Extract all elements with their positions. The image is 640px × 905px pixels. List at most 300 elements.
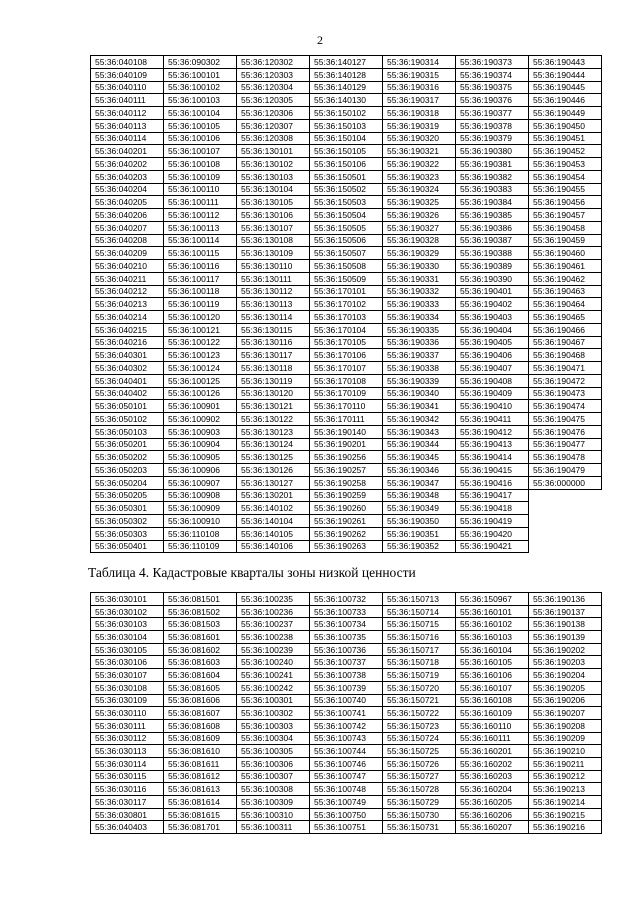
table-cell: 55:36:040209 <box>91 247 164 260</box>
table-cell: 55:36:100110 <box>164 183 237 196</box>
table-cell: 55:36:190327 <box>383 221 456 234</box>
table-cell: 55:36:100901 <box>164 400 237 413</box>
table-cell: 55:36:040205 <box>91 196 164 209</box>
table-cell: 55:36:100905 <box>164 451 237 464</box>
table-cell: 55:36:100751 <box>310 821 383 834</box>
table-cell: 55:36:190213 <box>529 783 602 796</box>
table-cell: 55:36:190472 <box>529 374 602 387</box>
table-cell: 55:36:190384 <box>456 196 529 209</box>
table-row <box>91 68 602 81</box>
table-cell: 55:36:190206 <box>529 694 602 707</box>
table-row <box>91 745 602 758</box>
table-row <box>91 349 602 362</box>
table-cell: 55:36:100311 <box>237 821 310 834</box>
table-cell: 55:36:100118 <box>164 285 237 298</box>
table-cell: 55:36:150715 <box>383 618 456 631</box>
table-cell: 55:36:190455 <box>529 183 602 196</box>
table-row <box>91 757 602 770</box>
table-cell: 55:36:190420 <box>456 527 529 540</box>
table-cell: 55:36:190316 <box>383 81 456 94</box>
table-cell: 55:36:190209 <box>529 732 602 745</box>
table-cell: 55:36:040204 <box>91 183 164 196</box>
table-cell: 55:36:190337 <box>383 349 456 362</box>
table-cell: 55:36:190417 <box>456 489 529 502</box>
cadastral-table-4 <box>90 592 602 834</box>
table-cell: 55:36:190137 <box>529 605 602 618</box>
table-cell: 55:36:130102 <box>237 158 310 171</box>
table-cell: 55:36:190202 <box>529 643 602 656</box>
table-cell: 55:36:150727 <box>383 770 456 783</box>
table-cell: 55:36:050201 <box>91 438 164 451</box>
table-cell: 55:36:000000 <box>529 476 602 489</box>
table-row <box>91 272 602 285</box>
table-cell: 55:36:130121 <box>237 400 310 413</box>
table-cell: 55:36:100302 <box>237 707 310 720</box>
table-cell: 55:36:130119 <box>237 374 310 387</box>
table-row <box>91 694 602 707</box>
table-cell: 55:36:190467 <box>529 336 602 349</box>
table-cell: 55:36:190320 <box>383 132 456 145</box>
table-cell: 55:36:100741 <box>310 707 383 720</box>
table-cell: 55:36:100238 <box>237 631 310 644</box>
table-cell: 55:36:190406 <box>456 349 529 362</box>
table-cell: 55:36:040112 <box>91 107 164 120</box>
table-cell: 55:36:100240 <box>237 656 310 669</box>
table-row <box>91 311 602 324</box>
table-cell: 55:36:100113 <box>164 221 237 234</box>
table-cell: 55:36:100903 <box>164 425 237 438</box>
table-cell: 55:36:081615 <box>164 808 237 821</box>
table-row <box>91 183 602 196</box>
table-cell: 55:36:190456 <box>529 196 602 209</box>
table-cell: 55:36:190201 <box>310 438 383 451</box>
table-cell: 55:36:190390 <box>456 272 529 285</box>
table-cell: 55:36:190477 <box>529 438 602 451</box>
table-cell: 55:36:190214 <box>529 796 602 809</box>
table-cell: 55:36:081604 <box>164 669 237 682</box>
table-row <box>91 425 602 438</box>
table-cell: 55:36:130101 <box>237 145 310 158</box>
table-row <box>91 387 602 400</box>
table-row <box>91 707 602 720</box>
table-cell: 55:36:190443 <box>529 56 602 69</box>
table-cell: 55:36:040302 <box>91 362 164 375</box>
table-cell: 55:36:190211 <box>529 757 602 770</box>
table-cell: 55:36:170104 <box>310 323 383 336</box>
table-cell: 55:36:130108 <box>237 234 310 247</box>
table-cell: 55:36:160105 <box>456 656 529 669</box>
table-row <box>91 451 602 464</box>
table-cell: 55:36:040108 <box>91 56 164 69</box>
page-number: 2 <box>317 33 323 47</box>
table-row <box>91 196 602 209</box>
table-row <box>91 209 602 222</box>
table-cell: 55:36:081502 <box>164 605 237 618</box>
table-cell: 55:36:190216 <box>529 821 602 834</box>
table-cell: 55:36:190407 <box>456 362 529 375</box>
table-cell: 55:36:190261 <box>310 515 383 528</box>
table-cell: 55:36:190339 <box>383 374 456 387</box>
table-cell: 55:36:120306 <box>237 107 310 120</box>
table-cell: 55:36:081602 <box>164 643 237 656</box>
table-cell: 55:36:190449 <box>529 107 602 120</box>
table-cell: 55:36:190346 <box>383 464 456 477</box>
table-cell: 55:36:100742 <box>310 719 383 732</box>
table-cell: 55:36:190413 <box>456 438 529 451</box>
table-cell: 55:36:130122 <box>237 413 310 426</box>
table-row <box>91 285 602 298</box>
table-cell: 55:36:081605 <box>164 681 237 694</box>
table-cell: 55:36:030107 <box>91 669 164 682</box>
table-cell: 55:36:190475 <box>529 413 602 426</box>
table-cell: 55:36:150102 <box>310 107 383 120</box>
table-cell: 55:36:081609 <box>164 732 237 745</box>
table-cell: 55:36:100120 <box>164 311 237 324</box>
table-cell: 55:36:030109 <box>91 694 164 707</box>
table-cell: 55:36:190374 <box>456 68 529 81</box>
table-cell: 55:36:150719 <box>383 669 456 682</box>
table-cell: 55:36:030114 <box>91 757 164 770</box>
table-row <box>91 631 602 644</box>
table-cell: 55:36:100236 <box>237 605 310 618</box>
table-cell: 55:36:100744 <box>310 745 383 758</box>
table-cell: 55:36:100104 <box>164 107 237 120</box>
table-cell: 55:36:190473 <box>529 387 602 400</box>
table-cell: 55:36:190409 <box>456 387 529 400</box>
table-cell: 55:36:040109 <box>91 68 164 81</box>
table-cell: 55:36:170103 <box>310 311 383 324</box>
table-cell: 55:36:100739 <box>310 681 383 694</box>
table-row <box>91 298 602 311</box>
cadastral-table-continued <box>90 55 602 553</box>
table-cell: 55:36:130116 <box>237 336 310 349</box>
table-cell: 55:36:190334 <box>383 311 456 324</box>
table-cell: 55:36:190342 <box>383 413 456 426</box>
table-cell: 55:36:190314 <box>383 56 456 69</box>
table-cell: 55:36:150504 <box>310 209 383 222</box>
table-cell: 55:36:100123 <box>164 349 237 362</box>
table-cell: 55:36:130105 <box>237 196 310 209</box>
table-row <box>91 400 602 413</box>
table-cell: 55:36:100735 <box>310 631 383 644</box>
table-cell: 55:36:190215 <box>529 808 602 821</box>
table-cell: 55:36:050203 <box>91 464 164 477</box>
table-cell: 55:36:030106 <box>91 656 164 669</box>
table-cell: 55:36:120308 <box>237 132 310 145</box>
table-cell: 55:36:190263 <box>310 540 383 553</box>
table-cell: 55:36:160207 <box>456 821 529 834</box>
table-cell: 55:36:081608 <box>164 719 237 732</box>
table-cell: 55:36:150721 <box>383 694 456 707</box>
table-cell: 55:36:130112 <box>237 285 310 298</box>
table-cell: 55:36:100108 <box>164 158 237 171</box>
table-cell: 55:36:150105 <box>310 145 383 158</box>
table-row <box>91 132 602 145</box>
table-cell: 55:36:050303 <box>91 527 164 540</box>
table-cell: 55:36:130114 <box>237 311 310 324</box>
table-cell: 55:36:150509 <box>310 272 383 285</box>
table-cell: 55:36:100303 <box>237 719 310 732</box>
table-cell: 55:36:190457 <box>529 209 602 222</box>
table-cell: 55:36:190381 <box>456 158 529 171</box>
table-cell: 55:36:100107 <box>164 145 237 158</box>
table-row <box>91 656 602 669</box>
table-cell: 55:36:190451 <box>529 132 602 145</box>
table-cell: 55:36:170101 <box>310 285 383 298</box>
table-cell: 55:36:170102 <box>310 298 383 311</box>
table-cell: 55:36:040207 <box>91 221 164 234</box>
table-cell: 55:36:081503 <box>164 618 237 631</box>
table-cell: 55:36:100737 <box>310 656 383 669</box>
table-cell: 55:36:170106 <box>310 349 383 362</box>
table-cell: 55:36:170111 <box>310 413 383 426</box>
table-cell: 55:36:100738 <box>310 669 383 682</box>
table-cell: 55:36:170108 <box>310 374 383 387</box>
table-cell: 55:36:081614 <box>164 796 237 809</box>
table-cell: 55:36:140102 <box>237 502 310 515</box>
table-cell: 55:36:050202 <box>91 451 164 464</box>
table-cell: 55:36:190317 <box>383 94 456 107</box>
table-cell: 55:36:150720 <box>383 681 456 694</box>
table-cell: 55:36:190203 <box>529 656 602 669</box>
table-cell: 55:36:040214 <box>91 311 164 324</box>
table-row <box>91 719 602 732</box>
table-cell: 55:36:100119 <box>164 298 237 311</box>
table-cell: 55:36:140105 <box>237 527 310 540</box>
table-cell: 55:36:081606 <box>164 694 237 707</box>
table-cell: 55:36:100125 <box>164 374 237 387</box>
table-cell: 55:36:190373 <box>456 56 529 69</box>
table-cell: 55:36:030108 <box>91 681 164 694</box>
table-row <box>91 362 602 375</box>
table-cell: 55:36:190459 <box>529 234 602 247</box>
table-cell: 55:36:130111 <box>237 272 310 285</box>
table-cell: 55:36:190388 <box>456 247 529 260</box>
table-cell: 55:36:100239 <box>237 643 310 656</box>
table-cell: 55:36:130115 <box>237 323 310 336</box>
table-cell: 55:36:100910 <box>164 515 237 528</box>
table-row <box>91 783 602 796</box>
table-row <box>91 770 602 783</box>
table-cell: 55:36:150722 <box>383 707 456 720</box>
table-cell: 55:36:160101 <box>456 605 529 618</box>
table-cell: 55:36:100306 <box>237 757 310 770</box>
table-cell: 55:36:140128 <box>310 68 383 81</box>
table-cell: 55:36:100908 <box>164 489 237 502</box>
table-cell: 55:36:190259 <box>310 489 383 502</box>
table-cell: 55:36:150503 <box>310 196 383 209</box>
table-cell: 55:36:100103 <box>164 94 237 107</box>
table-cell: 55:36:040206 <box>91 209 164 222</box>
table-cell: 55:36:190479 <box>529 464 602 477</box>
table-cell: 55:36:100105 <box>164 119 237 132</box>
table-cell: 55:36:050301 <box>91 502 164 515</box>
table-cell: 55:36:040202 <box>91 158 164 171</box>
table-cell: 55:36:190347 <box>383 476 456 489</box>
table-cell: 55:36:030113 <box>91 745 164 758</box>
table-row <box>91 732 602 745</box>
table-cell: 55:36:190343 <box>383 425 456 438</box>
table-cell: 55:36:190463 <box>529 285 602 298</box>
table-cell: 55:36:130127 <box>237 476 310 489</box>
table-cell: 55:36:190318 <box>383 107 456 120</box>
table-cell: 55:36:130123 <box>237 425 310 438</box>
table-cell: 55:36:081612 <box>164 770 237 783</box>
table-cell: 55:36:100747 <box>310 770 383 783</box>
table-cell: 55:36:190454 <box>529 170 602 183</box>
table-cell: 55:36:120304 <box>237 81 310 94</box>
table-cell: 55:36:100902 <box>164 413 237 426</box>
table-cell: 55:36:130126 <box>237 464 310 477</box>
table-cell: 55:36:190344 <box>383 438 456 451</box>
table-row <box>91 618 602 631</box>
table-row <box>91 221 602 234</box>
table-cell: 55:36:190260 <box>310 502 383 515</box>
table-cell: 55:36:040301 <box>91 349 164 362</box>
table-cell: 55:36:150723 <box>383 719 456 732</box>
table-cell: 55:36:190138 <box>529 618 602 631</box>
table-cell: 55:36:100743 <box>310 732 383 745</box>
table-cell: 55:36:120305 <box>237 94 310 107</box>
table-cell: 55:36:190410 <box>456 400 529 413</box>
table-cell: 55:36:150103 <box>310 119 383 132</box>
table-cell: 55:36:190352 <box>383 540 456 553</box>
table-cell: 55:36:190416 <box>456 476 529 489</box>
table-cell: 55:36:040114 <box>91 132 164 145</box>
table-cell: 55:36:190412 <box>456 425 529 438</box>
table-cell: 55:36:030104 <box>91 631 164 644</box>
table-cell: 55:36:130113 <box>237 298 310 311</box>
table-cell: 55:36:081607 <box>164 707 237 720</box>
table-cell: 55:36:150505 <box>310 221 383 234</box>
table-cell: 55:36:140130 <box>310 94 383 107</box>
table-cell: 55:36:140104 <box>237 515 310 528</box>
table-cell: 55:36:190411 <box>456 413 529 426</box>
table-cell: 55:36:040215 <box>91 323 164 336</box>
table-cell: 55:36:150508 <box>310 260 383 273</box>
table-cell: 55:36:190330 <box>383 260 456 273</box>
table-cell: 55:36:160111 <box>456 732 529 745</box>
table-cell: 55:36:160203 <box>456 770 529 783</box>
table-cell: 55:36:100242 <box>237 681 310 694</box>
table-cell: 55:36:040216 <box>91 336 164 349</box>
table-cell: 55:36:100304 <box>237 732 310 745</box>
table-cell: 55:36:190329 <box>383 247 456 260</box>
table-cell: 55:36:130106 <box>237 209 310 222</box>
table-row <box>91 808 602 821</box>
table-cell: 55:36:190350 <box>383 515 456 528</box>
table-cell: 55:36:160109 <box>456 707 529 720</box>
table-cell: 55:36:050205 <box>91 489 164 502</box>
table-row <box>91 323 602 336</box>
table-cell: 55:36:190139 <box>529 631 602 644</box>
table-cell: 55:36:150967 <box>456 593 529 606</box>
table-cell: 55:36:170109 <box>310 387 383 400</box>
table-row <box>91 540 602 553</box>
table-cell: 55:36:040210 <box>91 260 164 273</box>
table-cell: 55:36:130109 <box>237 247 310 260</box>
table-cell: 55:36:190403 <box>456 311 529 324</box>
table-cell: 55:36:130117 <box>237 349 310 362</box>
table-cell: 55:36:190258 <box>310 476 383 489</box>
table-cell: 55:36:030102 <box>91 605 164 618</box>
table-row <box>91 476 602 489</box>
table-cell: 55:36:190324 <box>383 183 456 196</box>
table-cell: 55:36:081501 <box>164 593 237 606</box>
table-cell: 55:36:100308 <box>237 783 310 796</box>
table-cell: 55:36:050302 <box>91 515 164 528</box>
table-cell: 55:36:190414 <box>456 451 529 464</box>
table-cell: 55:36:100109 <box>164 170 237 183</box>
table-row <box>91 527 602 540</box>
table-cell: 55:36:040402 <box>91 387 164 400</box>
table-cell: 55:36:050102 <box>91 413 164 426</box>
table-cell: 55:36:100732 <box>310 593 383 606</box>
table-cell: 55:36:190474 <box>529 400 602 413</box>
table-row <box>91 145 602 158</box>
table-cell: 55:36:030105 <box>91 643 164 656</box>
table-cell: 55:36:190389 <box>456 260 529 273</box>
table-cell: 55:36:100112 <box>164 209 237 222</box>
table-cell: 55:36:190136 <box>529 593 602 606</box>
table-cell: 55:36:130120 <box>237 387 310 400</box>
table-cell: 55:36:100102 <box>164 81 237 94</box>
table-row <box>91 247 602 260</box>
table-row <box>91 821 602 834</box>
table-row <box>91 796 602 809</box>
table-cell: 55:36:030117 <box>91 796 164 809</box>
table-cell: 55:36:160204 <box>456 783 529 796</box>
table-cell: 55:36:100115 <box>164 247 237 260</box>
table-cell: 55:36:100309 <box>237 796 310 809</box>
table-cell: 55:36:190380 <box>456 145 529 158</box>
table-cell: 55:36:190464 <box>529 298 602 311</box>
table-cell: 55:36:190471 <box>529 362 602 375</box>
table-cell: 55:36:120302 <box>237 56 310 69</box>
table-cell: 55:36:190458 <box>529 221 602 234</box>
table-cell: 55:36:100111 <box>164 196 237 209</box>
table-cell: 55:36:140106 <box>237 540 310 553</box>
table-cell: 55:36:190402 <box>456 298 529 311</box>
table-cell: 55:36:190445 <box>529 81 602 94</box>
table-cell: 55:36:190379 <box>456 132 529 145</box>
table-cell: 55:36:190465 <box>529 311 602 324</box>
table-cell: 55:36:120303 <box>237 68 310 81</box>
table-cell: 55:36:160110 <box>456 719 529 732</box>
table-cell: 55:36:100310 <box>237 808 310 821</box>
table-cell: 55:36:130103 <box>237 170 310 183</box>
table-cell: 55:36:130110 <box>237 260 310 273</box>
table-cell: 55:36:100749 <box>310 796 383 809</box>
table-cell: 55:36:190325 <box>383 196 456 209</box>
table-cell: 55:36:190328 <box>383 234 456 247</box>
table-cell: 55:36:190460 <box>529 247 602 260</box>
table-cell: 55:36:190335 <box>383 323 456 336</box>
table-cell: 55:36:140129 <box>310 81 383 94</box>
table-cell: 55:36:150725 <box>383 745 456 758</box>
table-row <box>91 119 602 132</box>
table-cell: 55:36:100736 <box>310 643 383 656</box>
table-cell: 55:36:190452 <box>529 145 602 158</box>
table-cell: 55:36:190333 <box>383 298 456 311</box>
table-cell: 55:36:190378 <box>456 119 529 132</box>
table-cell: 55:36:190315 <box>383 68 456 81</box>
table-cell: 55:36:170105 <box>310 336 383 349</box>
table-row <box>91 260 602 273</box>
table-cell: 55:36:190387 <box>456 234 529 247</box>
table-cell: 55:36:140127 <box>310 56 383 69</box>
table-cell: 55:36:190478 <box>529 451 602 464</box>
